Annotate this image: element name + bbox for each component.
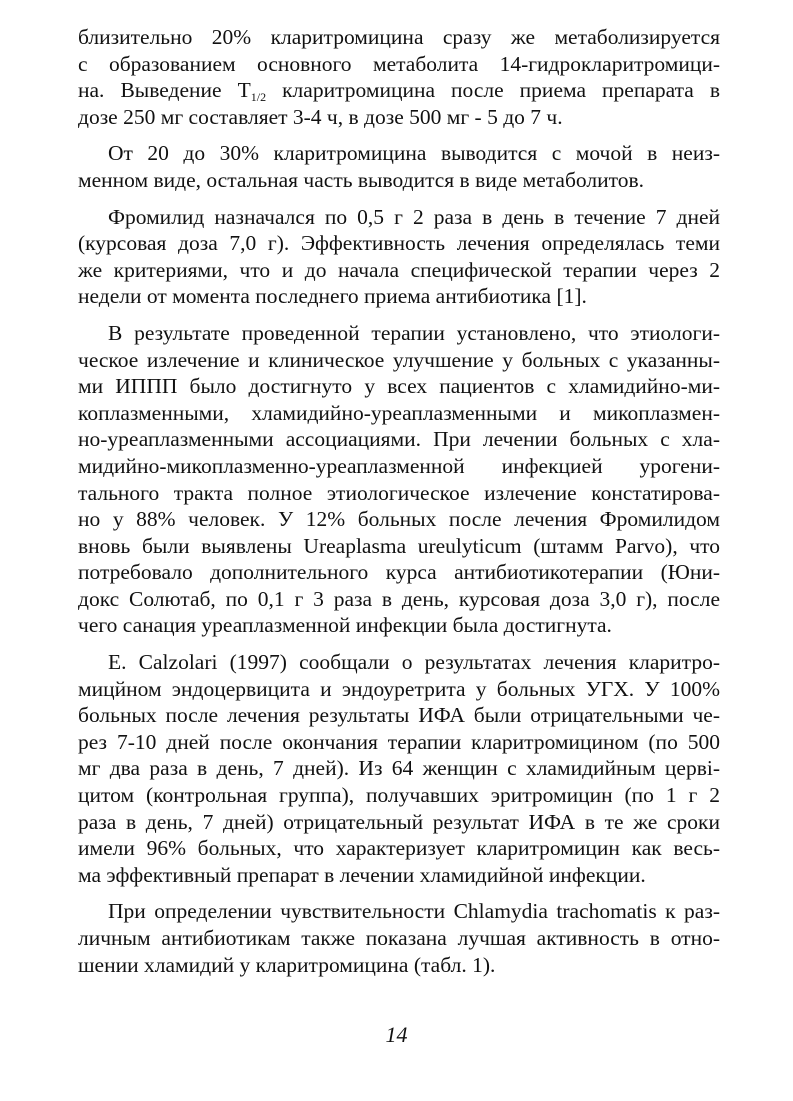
text-line: дозе 250 мг составляет 3-4 ч, в дозе 500 мг - 5 до 7 ч. [78, 104, 563, 129]
text-line: чего санация уреаплазменной инфекции была достигнута. [78, 613, 612, 638]
paragraph-gap [78, 130, 720, 140]
text-segment: на. Выведение T [78, 78, 251, 103]
text-line [78, 77, 720, 104]
paragraph [78, 649, 720, 888]
text-line: ма эффективный препарат в лечении хламидийной инфекции. [78, 862, 646, 887]
text-line: мицйном эндоцервицита и эндоуретрита у больных УГХ. У 100% [78, 676, 720, 701]
paragraph [78, 898, 720, 978]
text-line: ми ИППП было достигнуто у всех пациентов с хламидийно-ми- [78, 374, 720, 399]
text-line: коплазменными, хламидийно-уреаплазменными и микоплазмен- [78, 400, 720, 425]
text-line: потребовало дополнительного курса антибиотикотерапии (Юни- [78, 560, 720, 585]
page-number: 14 [385, 1022, 408, 1047]
text-line: мидийно-микоплазменно-уреаплазменной инфекцией урогени- [78, 453, 720, 478]
paragraph-gap [78, 639, 720, 649]
paragraph [78, 320, 720, 639]
text-line: При определении чувствительности Chlamydia trachomatis к раз- [108, 899, 720, 924]
text-line: тального тракта полное этиологическое излечение констатирова- [78, 480, 720, 505]
text-line: цитом (контрольная группа), получавших эритромицин (по 1 г 2 [78, 783, 720, 808]
paragraph-gap [78, 194, 720, 204]
page-body [78, 24, 720, 978]
text-line: рез 7-10 дней после окончания терапии кларитромицином (по 500 [78, 729, 720, 754]
paragraph-gap [78, 888, 720, 898]
text-line: В результате проведенной терапии установлено, что этиологи- [108, 320, 720, 345]
text-line: личным антибиотикам также показана лучшая активность в отно- [78, 926, 720, 950]
text-line: же критериями, что и до начала специфической терапии через 2 [78, 257, 720, 282]
text-line: имели 96% больных, что характеризует кларитромицин как весь- [78, 836, 720, 861]
text-line: ческое излечение и клиническое улучшение у больных с указанны- [78, 347, 720, 372]
paragraph-gap [78, 310, 720, 320]
text-line: менном виде, остальная часть выводится в виде метаболитов. [78, 167, 644, 192]
text-line: E. Calzolari (1997) сообщали о результатах лечения кларитро- [108, 650, 720, 675]
text-segment: кларитромицина после приема препарата в [266, 78, 720, 103]
subscript: 1/2 [250, 90, 267, 105]
text-line: близительно 20% кларитромицина сразу же метаболизируется [78, 25, 720, 49]
paragraph [78, 24, 720, 130]
text-line: Фромилид назначался по 0,5 г 2 раза в день в течение 7 дней [108, 204, 720, 229]
text-line: с образованием основного метаболита 14-гидрокларитромици- [78, 51, 720, 76]
paragraph [78, 140, 720, 193]
text-line: больных после лечения результаты ИФА были отрицательными че- [78, 703, 720, 728]
text-line: но-уреаплазменными ассоциациями. При лечении больных с хла- [78, 427, 720, 452]
text-line: От 20 до 30% кларитромицина выводится с мочой в неиз- [108, 141, 720, 166]
text-line: вновь были выявлены Ureaplasma ureulyticum (штамм Parvo), что [78, 533, 720, 558]
text-line: мг два раза в день, 7 дней). Из 64 женщин с хламидийным цервi- [78, 756, 720, 781]
text-line: но у 88% человек. У 12% больных после лечения Фромилидом [78, 507, 720, 532]
text-line: недели от момента последнего приема антибиотика [1]. [78, 284, 587, 309]
text-line: раза в день, 7 дней) отрицательный результат ИФА в те же сроки [78, 809, 720, 834]
text-line: (курсовая доза 7,0 г). Эффективность лечения определялась теми [78, 231, 720, 256]
text-line: шении хламидий у кларитромицина (табл. 1). [78, 952, 496, 977]
text-line: докс Солютаб, по 0,1 г 3 раза в день, курсовая доза 3,0 г), после [78, 586, 720, 611]
paragraph [78, 204, 720, 310]
